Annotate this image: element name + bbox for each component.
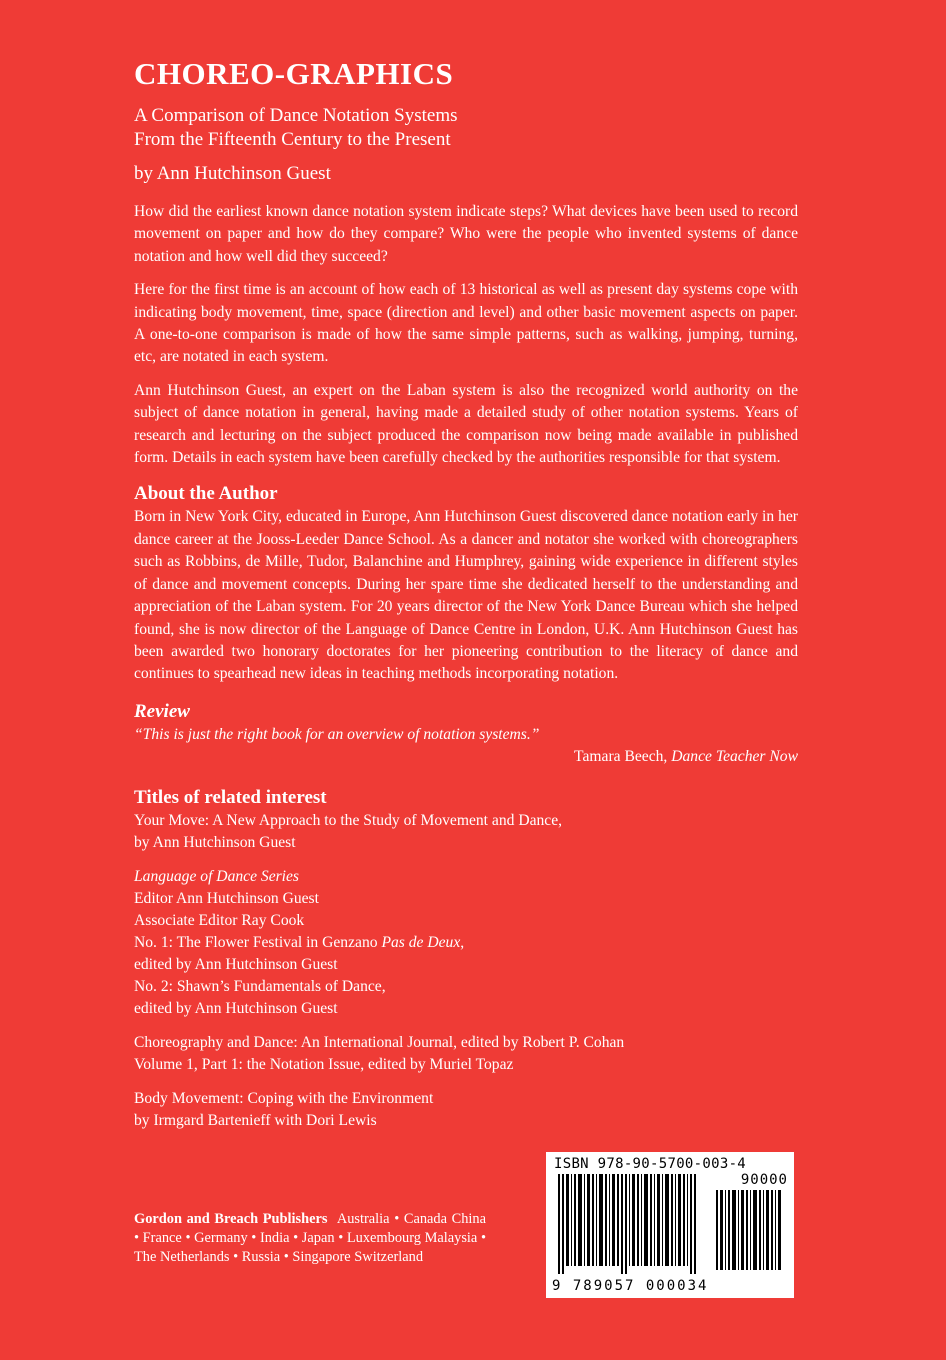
journal-title: Choreography and Dance: An International Journal, edited by Robert P. Cohan bbox=[134, 1033, 625, 1051]
review-heading: Review bbox=[134, 700, 190, 722]
publisher-locations: Australia • Canada China • France • Germany • India • Japan • Luxembourg Malaysia • The Netherlands • Russia • Singapore Switzerland bbox=[134, 1211, 487, 1265]
series-name: Language of Dance Series bbox=[134, 867, 300, 885]
intro-paragraph-2: Here for the first time is an account of how each of 13 historical as well as present day systems cope with indicating body movement, time, space (direction and level) and other basic movement aspects on paper. A one-to-one comparison is made of how the same simple patterns, such as walking, jumping, turning, etc, are notated in each system. bbox=[134, 281, 798, 366]
author-byline: by Ann Hutchinson Guest bbox=[134, 163, 331, 184]
series-volume-1: No. 1: The Flower Festival in Genzano Pas de Deux, bbox=[134, 933, 465, 951]
series-associate-editor: Associate Editor Ray Cook bbox=[134, 911, 305, 929]
intro-paragraph-3: Ann Hutchinson Guest, an expert on the Laban system is also the recognized world authority on the subject of dance notation in general, having made a detailed study of other notation systems. Years of research and lecturing on the subject produced the comparison now being made available in published form. Details in each system have been carefully checked by the authorities responsible for that system. bbox=[134, 381, 798, 467]
series-volume-1-editor: edited by Ann Hutchinson Guest bbox=[134, 955, 338, 973]
isbn-barcode bbox=[546, 1152, 794, 1298]
book-title: CHOREO-GRAPHICS bbox=[134, 56, 454, 91]
book-subtitle bbox=[134, 104, 798, 152]
price-addon-code: 90000 bbox=[740, 1172, 788, 1188]
related-book-1-author: by Ann Hutchinson Guest bbox=[134, 833, 296, 851]
about-author-text: Born in New York City, educated in Europe, Ann Hutchinson Guest discovered dance notation early in her dance career at the Jooss-Leeder Dance School. As a dancer and notator she worked with choreographers such as Robbins, de Mille, Tudor, Balanchine and Humphrey, gaining wide experience in different styles of dance and movement concepts. During her spare time she dedicated herself to the understanding and appreciation of the Laban system. For 20 years director of the New York Dance Bureau which she helped found, she is now director of the Language of Dance Centre in London, U.K. Ann Hutchinson Guest has been awarded two honorary doctorates for her pioneering contribution to the literacy of dance and continues to spearhead new ideas in teaching methods incorporating notation. bbox=[134, 508, 798, 683]
back-cover bbox=[134, 56, 798, 1132]
review-quote: “This is just the right book for an overview of notation systems.” bbox=[134, 725, 540, 743]
intro-paragraph-1: How did the earliest known dance notation system indicate steps? What devices have been used to record movement on paper and how do they compare? Who were the people who invented systems of dance notation and how well did they succeed? bbox=[134, 203, 798, 265]
related-titles-heading: Titles of related interest bbox=[134, 786, 327, 808]
ean-barcode-bars bbox=[556, 1174, 706, 1274]
publisher-name: Gordon and Breach Publishers bbox=[134, 1211, 328, 1227]
publisher-info bbox=[134, 1210, 486, 1267]
barcode-digits: 9 789057 000034 bbox=[552, 1278, 709, 1294]
series-editor: Editor Ann Hutchinson Guest bbox=[134, 889, 319, 907]
addon-barcode-bars bbox=[714, 1190, 786, 1270]
review-attribution bbox=[134, 746, 798, 768]
body-movement-title: Body Movement: Coping with the Environment bbox=[134, 1089, 434, 1107]
related-book-1: Your Move: A New Approach to the Study of Movement and Dance, bbox=[134, 811, 563, 829]
subtitle-line-1: A Comparison of Dance Notation Systems bbox=[134, 105, 458, 126]
reviewer-name: Tamara Beech, bbox=[574, 747, 668, 765]
series-volume-2-editor: edited by Ann Hutchinson Guest bbox=[134, 999, 338, 1017]
about-author-heading: About the Author bbox=[134, 483, 278, 505]
body-movement-authors: by Irmgard Bartenieff with Dori Lewis bbox=[134, 1111, 377, 1129]
series-volume-2: No. 2: Shawn’s Fundamentals of Dance, bbox=[134, 977, 386, 995]
review-publication: Dance Teacher Now bbox=[671, 747, 798, 765]
journal-volume: Volume 1, Part 1: the Notation Issue, edited by Muriel Topaz bbox=[134, 1055, 514, 1073]
isbn-number: ISBN 978-90-5700-003-4 bbox=[554, 1156, 747, 1172]
subtitle-line-2: From the Fifteenth Century to the Present bbox=[134, 129, 451, 150]
